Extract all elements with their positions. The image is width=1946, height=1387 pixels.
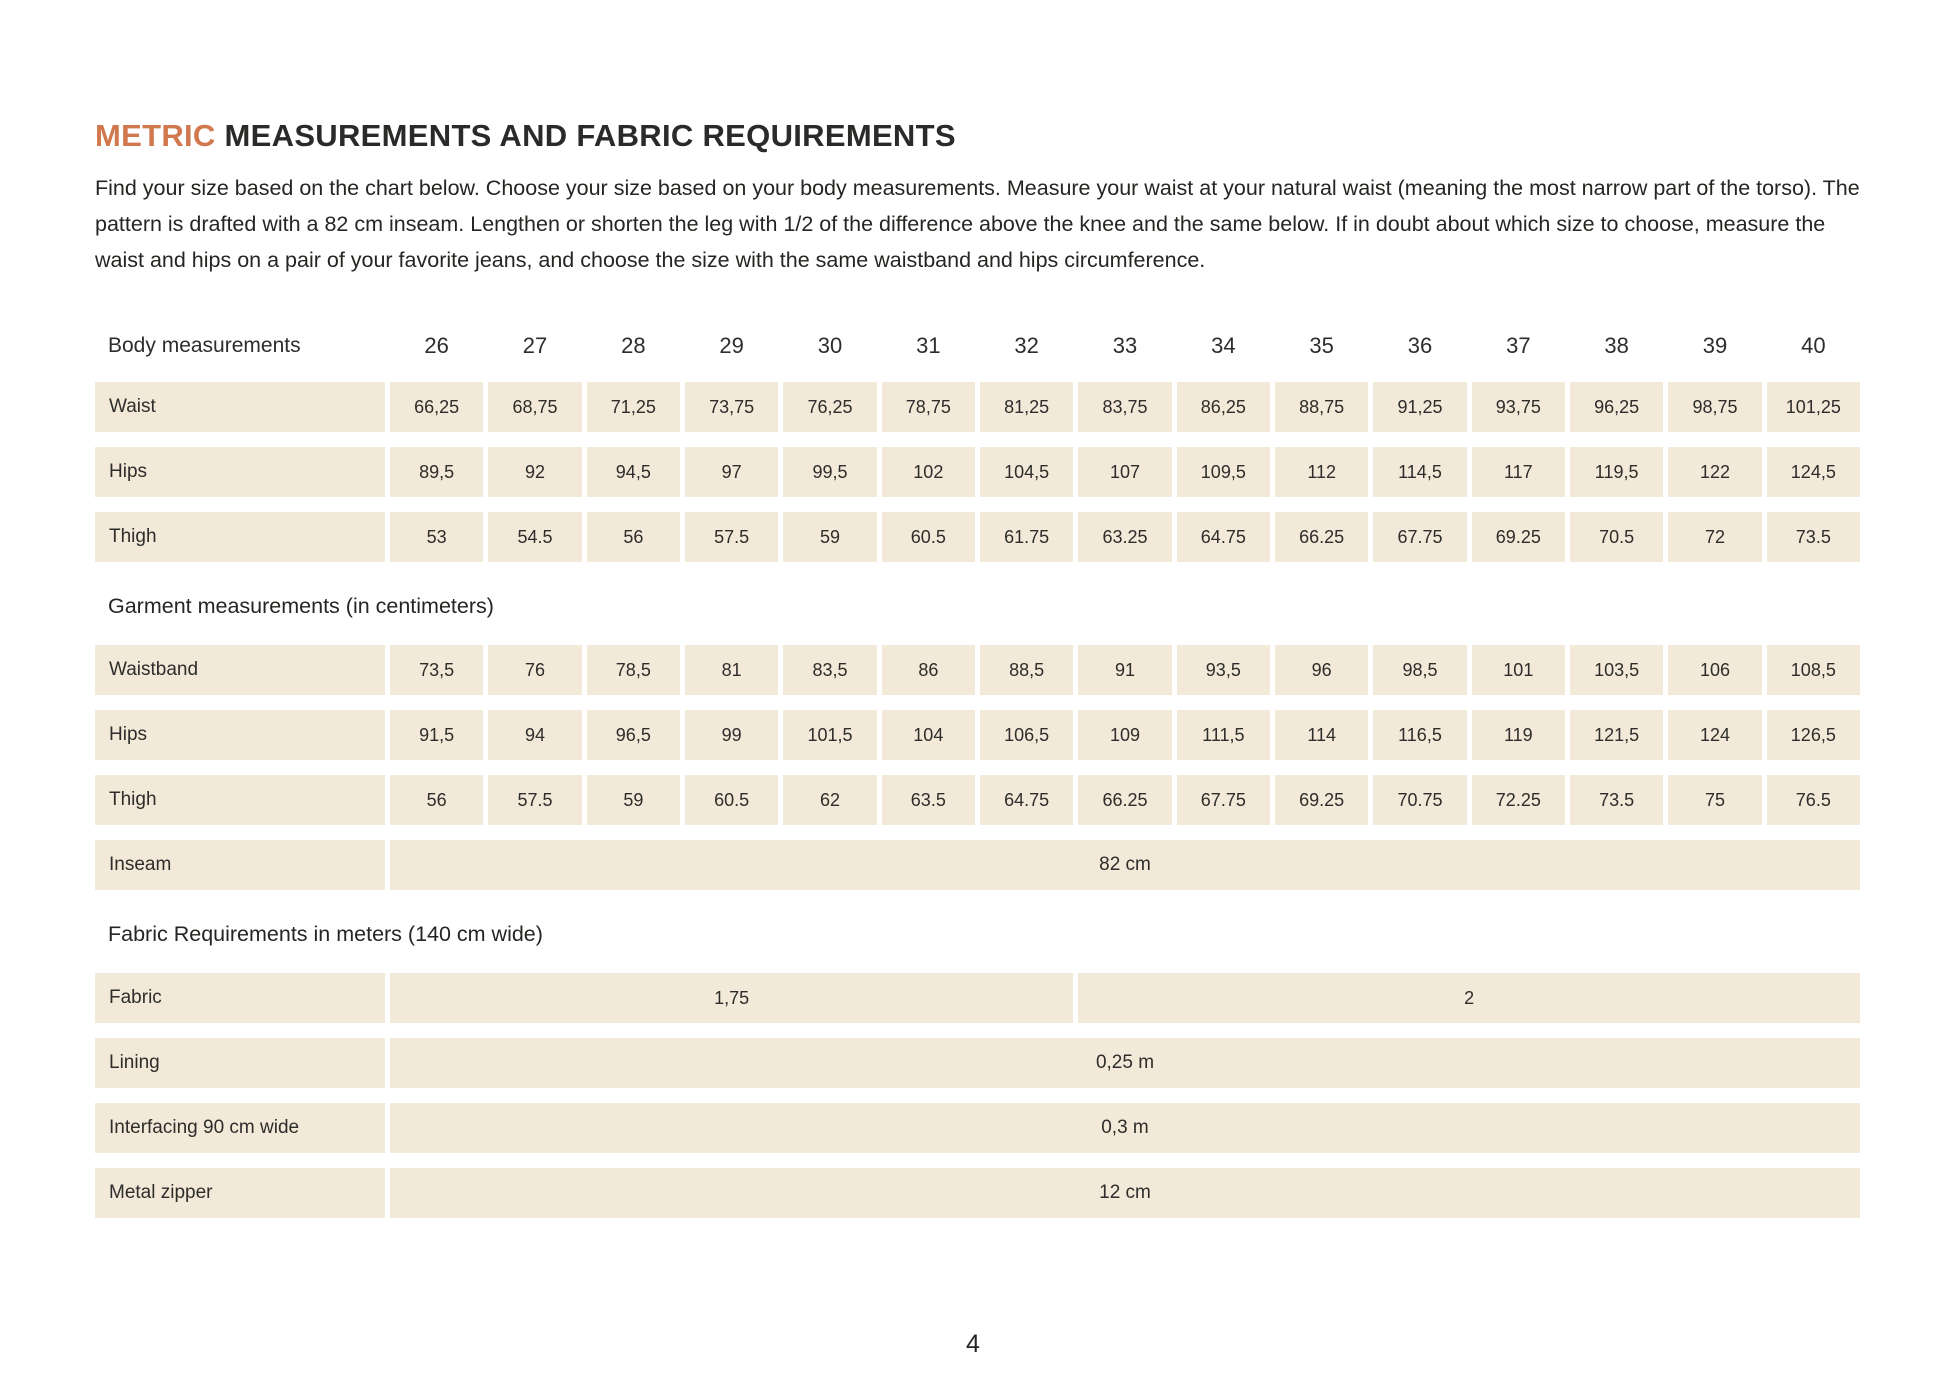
size-header-cell: 36 <box>1407 333 1433 358</box>
row-values <box>390 645 1860 695</box>
value-cell: 75 <box>1668 775 1761 825</box>
size-header-cell: 32 <box>1014 333 1039 358</box>
interfacing-value: 0,3 m <box>390 1103 1860 1153</box>
inseam-value: 82 cm <box>390 840 1860 890</box>
row-label: Waist <box>95 382 385 432</box>
value-cell: 91,5 <box>390 710 483 760</box>
value-cell: 66.25 <box>1275 512 1368 562</box>
row-values <box>390 447 1860 497</box>
value-cell: 94,5 <box>587 447 680 497</box>
value-cell: 108,5 <box>1767 645 1860 695</box>
value-cell: 98,5 <box>1373 645 1466 695</box>
value-cell: 109 <box>1078 710 1171 760</box>
value-cell: 69.25 <box>1472 512 1565 562</box>
value-cell: 60.5 <box>882 512 975 562</box>
value-cell: 114,5 <box>1373 447 1466 497</box>
value-cell: 116,5 <box>1373 710 1466 760</box>
value-cell: 63.5 <box>882 775 975 825</box>
value-cell: 91,25 <box>1373 382 1466 432</box>
row-label: Hips <box>95 710 385 760</box>
size-header-row <box>95 324 1860 368</box>
page-number: 4 <box>966 1330 980 1358</box>
value-cell: 96,25 <box>1570 382 1663 432</box>
value-cell: 53 <box>390 512 483 562</box>
value-cell: 86 <box>882 645 975 695</box>
value-cell: 83,75 <box>1078 382 1171 432</box>
value-cell: 96,5 <box>587 710 680 760</box>
size-header-cell: 28 <box>621 333 646 358</box>
value-cell: 70.75 <box>1373 775 1466 825</box>
size-header-cells <box>390 324 1860 368</box>
value-cell: 72.25 <box>1472 775 1565 825</box>
row-label: Thigh <box>95 775 385 825</box>
value-cell: 122 <box>1668 447 1761 497</box>
value-cell: 92 <box>488 447 581 497</box>
value-cell: 93,5 <box>1177 645 1270 695</box>
value-cell: 56 <box>390 775 483 825</box>
value-cell: 91 <box>1078 645 1171 695</box>
value-cell: 96 <box>1275 645 1368 695</box>
value-cell: 69.25 <box>1275 775 1368 825</box>
value-cell: 109,5 <box>1177 447 1270 497</box>
value-cell: 70.5 <box>1570 512 1663 562</box>
row-values <box>390 512 1860 562</box>
value-cell: 104,5 <box>980 447 1073 497</box>
value-cell: 101 <box>1472 645 1565 695</box>
row-label: Waistband <box>95 645 385 695</box>
row-values <box>390 775 1860 825</box>
fabric-section-heading: Fabric Requirements in meters (140 cm wide) <box>108 922 543 946</box>
table-row-lining <box>95 1038 1860 1088</box>
size-header-cell: 30 <box>817 333 843 358</box>
table-row-metal-zipper <box>95 1168 1860 1218</box>
garment-section-heading: Garment measurements (in centimeters) <box>108 594 494 618</box>
table-row-hips-body <box>95 447 1860 497</box>
value-cell: 104 <box>882 710 975 760</box>
value-cell: 71,25 <box>587 382 680 432</box>
value-cell: 57.5 <box>488 775 581 825</box>
value-cell: 107 <box>1078 447 1171 497</box>
value-cell: 101,25 <box>1767 382 1860 432</box>
table-row-interfacing <box>95 1103 1860 1153</box>
page-title-accent: METRIC <box>95 118 216 153</box>
row-label: Lining <box>95 1038 385 1088</box>
value-cell: 54.5 <box>488 512 581 562</box>
value-cell: 117 <box>1472 447 1565 497</box>
table-row-waistband <box>95 645 1860 695</box>
value-cell: 126,5 <box>1767 710 1860 760</box>
row-label: Inseam <box>95 840 385 890</box>
page-title <box>95 118 1860 154</box>
value-cell: 73,5 <box>390 645 483 695</box>
size-header-cell: 35 <box>1309 333 1334 358</box>
page-title-rest: MEASUREMENTS AND FABRIC REQUIREMENTS <box>215 118 956 153</box>
table-row-fabric <box>95 973 1860 1023</box>
fabric-value-left: 1,75 <box>390 973 1073 1023</box>
value-cell: 102 <box>882 447 975 497</box>
value-cell: 59 <box>783 512 876 562</box>
table-row-waist <box>95 382 1860 432</box>
value-cell: 66.25 <box>1078 775 1171 825</box>
table-row-inseam <box>95 840 1860 890</box>
row-label: Interfacing 90 cm wide <box>95 1103 385 1153</box>
value-cell: 119,5 <box>1570 447 1663 497</box>
value-cell: 63.25 <box>1078 512 1171 562</box>
value-cell: 86,25 <box>1177 382 1270 432</box>
size-header-cell: 29 <box>719 333 744 358</box>
size-header-label: Body measurements <box>108 334 301 357</box>
size-table <box>95 324 1860 1218</box>
row-label: Hips <box>95 447 385 497</box>
value-cell: 81 <box>685 645 778 695</box>
value-cell: 93,75 <box>1472 382 1565 432</box>
value-cell: 111,5 <box>1177 710 1270 760</box>
value-cell: 62 <box>783 775 876 825</box>
value-cell: 83,5 <box>783 645 876 695</box>
value-cell: 89,5 <box>390 447 483 497</box>
value-cell: 73.5 <box>1767 512 1860 562</box>
value-cell: 57.5 <box>685 512 778 562</box>
size-header-cell: 40 <box>1801 333 1826 358</box>
value-cell: 72 <box>1668 512 1761 562</box>
value-cell: 112 <box>1275 447 1368 497</box>
value-cell: 106,5 <box>980 710 1073 760</box>
value-cell: 101,5 <box>783 710 876 760</box>
value-cell: 66,25 <box>390 382 483 432</box>
value-cell: 124 <box>1668 710 1761 760</box>
value-cell: 103,5 <box>1570 645 1663 695</box>
value-cell: 114 <box>1275 710 1368 760</box>
lining-value: 0,25 m <box>390 1038 1860 1088</box>
table-row-hips-garment <box>95 710 1860 760</box>
row-label: Fabric <box>95 973 385 1023</box>
size-header-cell: 34 <box>1211 333 1236 358</box>
value-cell: 106 <box>1668 645 1761 695</box>
value-cell: 81,25 <box>980 382 1073 432</box>
value-cell: 59 <box>587 775 680 825</box>
fabric-value-right: 2 <box>1078 973 1860 1023</box>
value-cell: 64.75 <box>1177 512 1270 562</box>
value-cell: 67.75 <box>1373 512 1466 562</box>
value-cell: 121,5 <box>1570 710 1663 760</box>
table-row-thigh-garment <box>95 775 1860 825</box>
value-cell: 78,5 <box>587 645 680 695</box>
value-cell: 56 <box>587 512 680 562</box>
value-cell: 99,5 <box>783 447 876 497</box>
size-header-cell: 31 <box>916 333 941 358</box>
value-cell: 73.5 <box>1570 775 1663 825</box>
value-cell: 73,75 <box>685 382 778 432</box>
value-cell: 67.75 <box>1177 775 1270 825</box>
fabric-values <box>390 973 1860 1023</box>
value-cell: 64.75 <box>980 775 1073 825</box>
row-label: Thigh <box>95 512 385 562</box>
value-cell: 68,75 <box>488 382 581 432</box>
value-cell: 94 <box>488 710 581 760</box>
value-cell: 97 <box>685 447 778 497</box>
value-cell: 88,75 <box>1275 382 1368 432</box>
size-header-cell: 37 <box>1506 333 1531 358</box>
value-cell: 99 <box>685 710 778 760</box>
value-cell: 76,25 <box>783 382 876 432</box>
row-label: Metal zipper <box>95 1168 385 1218</box>
value-cell: 98,75 <box>1668 382 1761 432</box>
size-header-cell: 39 <box>1702 333 1728 358</box>
value-cell: 119 <box>1472 710 1565 760</box>
row-values <box>390 382 1860 432</box>
table-row-thigh-body <box>95 512 1860 562</box>
size-header-cell: 27 <box>522 333 548 358</box>
row-values <box>390 710 1860 760</box>
value-cell: 61.75 <box>980 512 1073 562</box>
size-header-cell: 26 <box>424 333 449 358</box>
metal-zipper-value: 12 cm <box>390 1168 1860 1218</box>
value-cell: 78,75 <box>882 382 975 432</box>
size-header-cell: 38 <box>1604 333 1629 358</box>
value-cell: 60.5 <box>685 775 778 825</box>
value-cell: 76 <box>488 645 581 695</box>
size-header-cell: 33 <box>1112 333 1138 358</box>
value-cell: 76.5 <box>1767 775 1860 825</box>
value-cell: 88,5 <box>980 645 1073 695</box>
intro-paragraph: Find your size based on the chart below. Choose your size based on your body measurements. Measure your waist at your natural waist (meaning the most narrow part of the torso). The pattern is drafted with a 82 cm inseam. Lengthen or shorten the leg with 1/2 of the difference above the knee and the same below. If in doubt about which size to choose, measure the waist and hips on a pair of your favorite jeans, and choose the size with the same waistband and hips circumference. <box>95 176 1860 272</box>
value-cell: 124,5 <box>1767 447 1860 497</box>
